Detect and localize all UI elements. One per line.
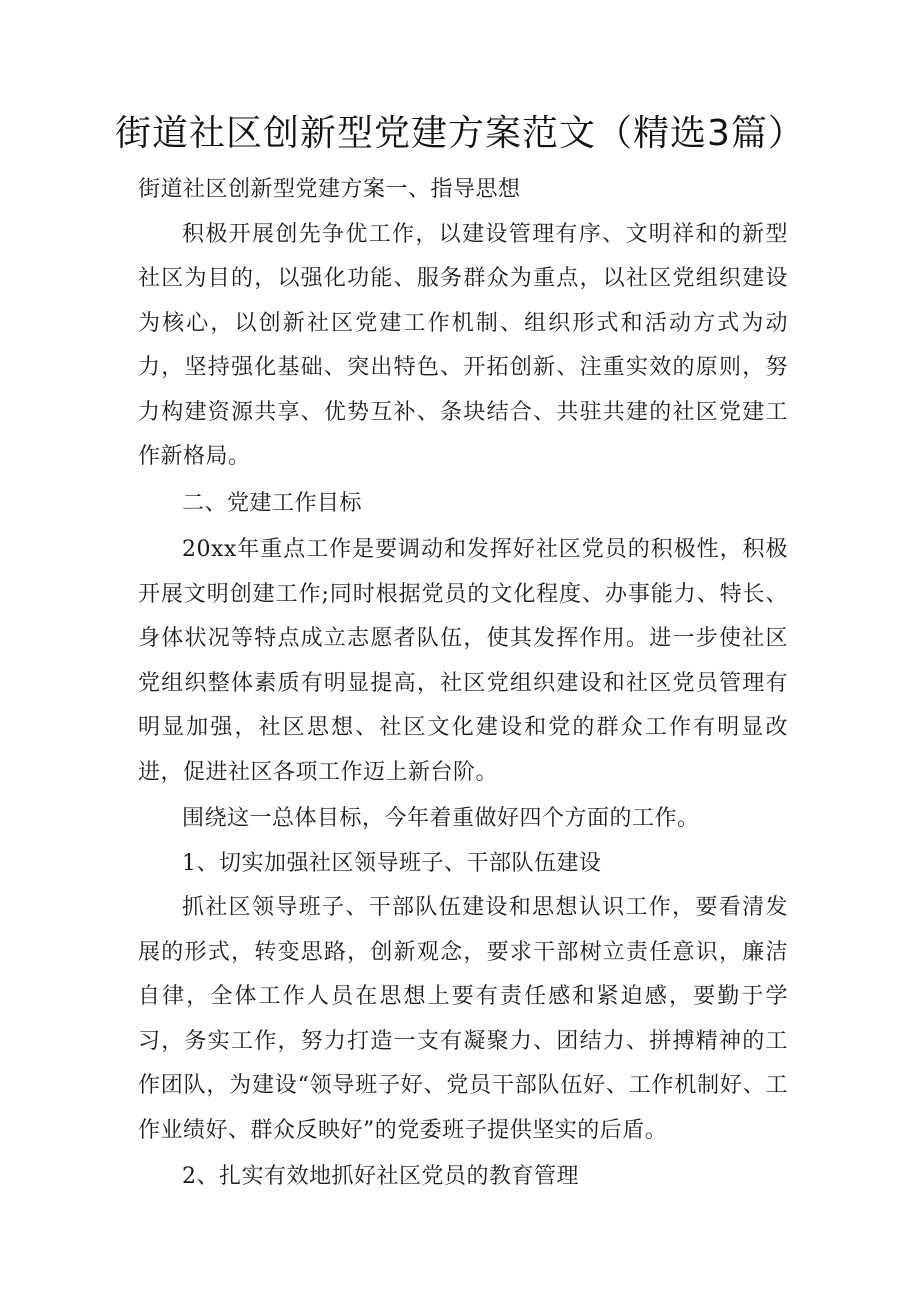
document-title: 街道社区创新型党建方案范文（精选3篇） [115,113,805,154]
section-lead-line: 街道社区创新型党建方案一、指导思想 [138,177,521,202]
paragraph-guiding-ideology: 积极开展创先争优工作，以建设管理有序、文明祥和的新型社区为目的，以强化功能、服务群众为重点，以社区党组织建设为核心，以创新社区党建工作机制、组织形式和活动方式为动力，坚持强化基础、突出特色、开拓创新、注重实效的原则，努力构建资源共享、优势互补、条块结合、共驻共建的社区党建工作新格局。 [138,221,788,469]
paragraph-leadership-team: 抓社区领导班子、干部队伍建设和思想认识工作，要看清发展的形式，转变思路，创新观念，要求干部树立责任意识，廉洁自律，全体工作人员在思想上要有责任感和紧迫感，要勤于学习，务实工作，努力打造一支有凝聚力、团结力、拼搏精神的工作团队，为建设“领导班子好、党员干部队伍好、工作机制好、工作业绩好、群众反映好”的党委班子提供坚实的后盾。 [138,895,788,1143]
paragraph-overall-goal: 围绕这一总体目标，今年着重做好四个方面的工作。 [182,806,700,831]
heading-party-goals: 二、党建工作目标 [182,490,363,516]
heading-leadership-team: 1、切实加强社区领导班子、干部队伍建设 [182,850,602,876]
paragraph-party-goals: 20xx年重点工作是要调动和发挥好社区党员的积极性，积极开展文明创建工作;同时根据党员的文化程度、办事能力、特长、身体状况等特点成立志愿者队伍，使其发挥作用。进一步使社区党组织整体素质有明显提高，社区党组织建设和社区党员管理有明显加强，社区思想、社区文化建设和党的群众工作有明显改进，促进社区各项工作迈上新台阶。 [138,537,788,785]
document-body [138,168,788,1200]
heading-member-education: 2、扎实有效地抓好社区党员的教育管理 [182,1164,579,1189]
